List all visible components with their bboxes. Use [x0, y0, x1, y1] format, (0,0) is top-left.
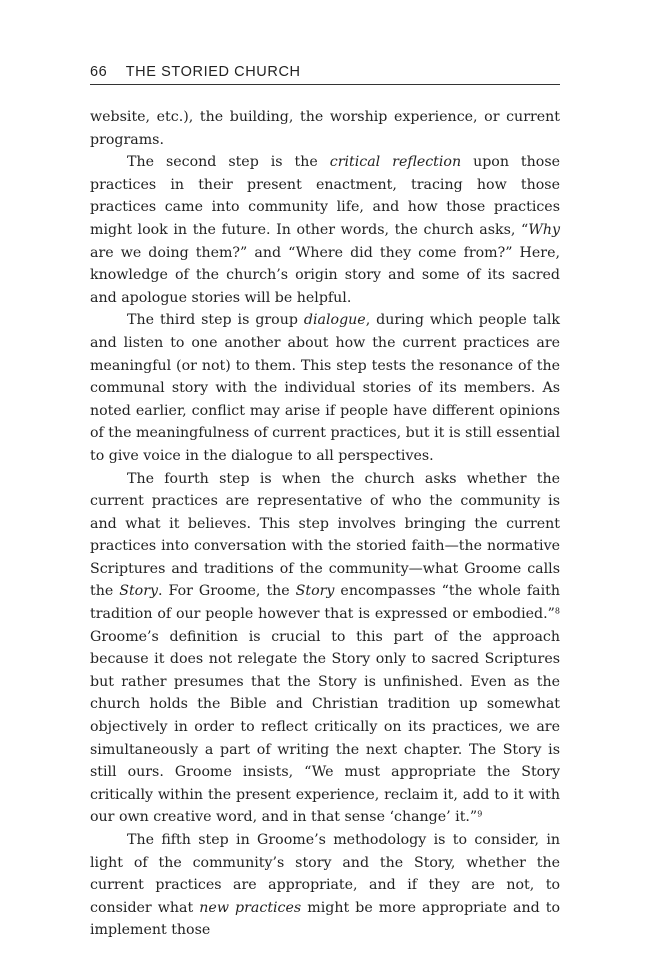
italic-text: dialogue	[303, 312, 366, 329]
header-rule	[90, 84, 560, 85]
paragraph-4	[90, 468, 560, 830]
text-run: The third step is group	[127, 312, 304, 329]
text-run: upon those practices in their present enactment, tracing how those practices came into community life, and how those practices might look in the future. In other words, the church asks, “	[90, 154, 560, 238]
text-run: are we doing them?” and “Where did they come from?” Here, knowledge of the church’s origin story and some of its sacred and apologue stories will be helpful.	[90, 244, 560, 306]
paragraph-2	[90, 151, 560, 309]
footnote-marker: 8	[554, 606, 560, 616]
text-run: , during which people talk and listen to one another about how the current practices are meaningful (or not) to them. This step tests the resonance of the communal story with the individual stories of its members. As noted earlier, conflict may arise if people have different opinions of the meaningfulness of current practices, but it is still essential to give voice in the dialogue to all perspectives.	[90, 312, 560, 464]
italic-text: Story	[119, 583, 158, 600]
running-header	[90, 64, 560, 80]
text-run: might be more appropriate and to implement those	[90, 899, 560, 939]
body-text	[90, 106, 560, 942]
running-title: THE STORIED CHURCH	[125, 64, 301, 80]
paragraph-1	[90, 106, 560, 151]
italic-text: new practices	[199, 899, 302, 916]
paragraph-5	[90, 829, 560, 942]
text-run: Groome’s definition is crucial to this part of the approach because it does not relegate the Story only to sacred Scriptures but rather presumes that the Story is unfinished. Even as the church holds the Bible and Christian tradition up somewhat objectively in order to reflect critically on its practices, we are simultaneously a part of writing the next chapter. The Story is still ours. Groome insists, “We must appropriate the Story critically within the present experience, reclaim it, add to it with our own creative word, and in that sense ‘change’ it.”	[90, 628, 560, 826]
text-run: . For Groome, the	[158, 583, 296, 600]
italic-text: critical reflection	[329, 154, 462, 171]
paragraph-3	[90, 309, 560, 467]
page-number: 66	[90, 64, 108, 80]
italic-text: Why	[528, 221, 560, 238]
text-run: website, etc.), the building, the worship experience, or current programs.	[90, 109, 560, 148]
text-run: The fifth step in Groome’s methodology is to consider, in light of the community’s story and the Story, whether the current practices are appropriate, and if they are not, to consider what	[90, 832, 560, 916]
text-run: The fourth step is when the church asks whether the current practices are representative of who the community is and what it believes. This step involves bringing the current practices into conversation with the storied faith—the normative Scriptures and traditions of the community—what Groome calls the	[90, 470, 560, 600]
footnote-marker: 9	[477, 810, 483, 820]
text-run: The second step is the	[127, 154, 330, 171]
italic-text: Story	[295, 583, 335, 600]
text-run: encompasses “the whole faith tradition of our people however that is expressed or embodied.”	[90, 583, 560, 623]
